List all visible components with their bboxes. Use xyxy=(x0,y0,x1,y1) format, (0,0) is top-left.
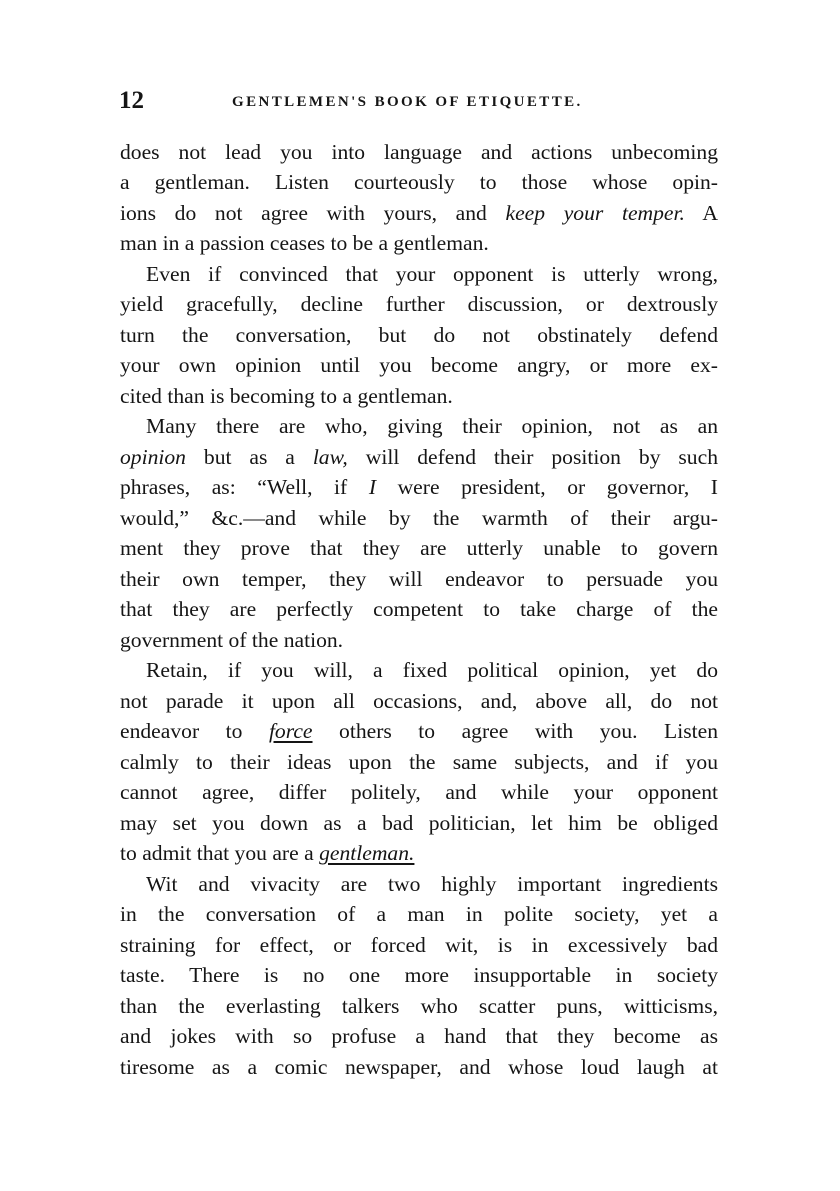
text-line: that they are perfectly competent to take charge of the xyxy=(120,597,718,621)
paragraph-start-line: Even if convinced that your opponent is utterly wrong, xyxy=(146,262,718,286)
page-number: 12 xyxy=(119,87,144,114)
text-line: and jokes with so profuse a hand that they become as xyxy=(120,1024,718,1048)
running-title: GENTLEMEN'S BOOK OF ETIQUETTE. xyxy=(232,94,583,110)
text-line: your own opinion until you become angry, or more ex- xyxy=(120,353,718,377)
text-line: endeavor to force others to agree with you. Listen xyxy=(120,719,718,743)
paragraph-start-line: Wit and vivacity are two highly important ingredients xyxy=(146,872,718,896)
text-line: does not lead you into language and actions unbecoming xyxy=(120,140,718,164)
text-line: would,” &c.—and while by the warmth of their argu- xyxy=(120,506,718,530)
text-line: in the conversation of a man in polite society, yet a xyxy=(120,902,718,926)
emphasis: law, xyxy=(312,445,348,469)
text-line: than the everlasting talkers who scatter puns, witticisms, xyxy=(120,994,718,1018)
emphasis: keep your temper. xyxy=(505,201,685,225)
text-line: yield gracefully, decline further discussion, or dextrously xyxy=(120,292,718,316)
paragraph-start-line: Many there are who, giving their opinion, not as an xyxy=(146,414,718,438)
text-line: their own temper, they will endeavor to persuade you xyxy=(120,567,718,591)
paragraph-start-line: Retain, if you will, a fixed political opinion, yet do xyxy=(146,658,718,682)
text-line: cited than is becoming to a gentleman. xyxy=(120,384,453,408)
text-line: man in a passion ceases to be a gentleman. xyxy=(120,231,489,255)
text-line: straining for effect, or forced wit, is in excessively bad xyxy=(120,933,718,957)
emphasis: I xyxy=(368,475,377,499)
emphasis: opinion xyxy=(120,445,186,469)
emphasis: force xyxy=(268,719,313,743)
text-line: ions do not agree with yours, and keep your temper. A xyxy=(120,201,718,225)
emphasis: gentleman. xyxy=(319,841,415,865)
text-line: a gentleman. Listen courteously to those whose opin- xyxy=(120,170,718,194)
text-line: cannot agree, differ politely, and while your opponent xyxy=(120,780,718,804)
text-line: turn the conversation, but do not obstinately defend xyxy=(120,323,718,347)
text-line: tiresome as a comic newspaper, and whose loud laugh at xyxy=(120,1055,718,1079)
text-line: government of the nation. xyxy=(120,628,344,652)
text-line: ment they prove that they are utterly unable to govern xyxy=(120,536,718,560)
text-line: opinion but as a law, will defend their position by such xyxy=(120,445,718,469)
text-line: may set you down as a bad politician, let him be obliged xyxy=(120,811,718,835)
text-line: taste. There is no one more insupportable in society xyxy=(120,963,718,987)
text-line: to admit that you are a gentleman. xyxy=(120,841,415,865)
text-line: calmly to their ideas upon the same subjects, and if you xyxy=(120,750,718,774)
page-header xyxy=(119,84,719,118)
text-line: not parade it upon all occasions, and, above all, do not xyxy=(120,689,718,713)
text-line: phrases, as: “Well, if I were president, or governor, I xyxy=(120,475,718,499)
